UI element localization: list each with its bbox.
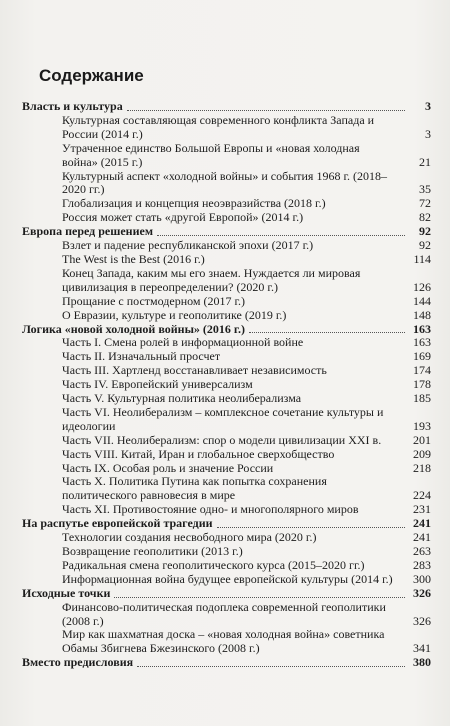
toc-entry-title: Утраченное единство Большой Европы и «новая холодная война» (2015 г.) [62, 140, 360, 169]
toc-page-number: 126 [413, 279, 431, 294]
toc-entry [22, 503, 431, 517]
toc-entry-title: На распутье европейской трагедии [22, 516, 213, 531]
toc-page-number: 218 [413, 460, 431, 475]
toc-section [22, 587, 431, 601]
toc-page-number: 148 [413, 307, 431, 322]
toc-entry-title: О Евразии, культуре и геополитике (2019 г.) [62, 307, 287, 322]
toc-entry-title: Возвращение геополитики (2013 г.) [62, 544, 243, 558]
toc-entry-title: Финансово-политическая подоплека современной геополитики (2008 г.) [62, 599, 386, 628]
toc-page-number: 21 [419, 154, 431, 169]
toc-page-number: 326 [413, 585, 431, 600]
toc-entry-title: Европа перед решением [22, 224, 154, 239]
toc-entry [22, 336, 431, 350]
toc-entry [22, 142, 431, 170]
toc-entry-title: Часть II. Изначальный просчет [62, 349, 221, 364]
toc-page-number: 283 [413, 557, 431, 572]
toc-entry-title: Власть и культура [22, 99, 123, 113]
toc-entry-title: Информационная война будущее европейской культуры (2014 г.) [62, 571, 393, 586]
toc-page-number: 326 [413, 613, 431, 628]
toc-entry [22, 434, 431, 448]
toc-entry-title: Мир как шахматная доска – «новая холодная война» советника Обамы Збигнева Бжезинского (2008 г.) [62, 627, 385, 656]
toc-entry-title: Вместо предисловия [22, 655, 134, 670]
dot-leader [157, 235, 405, 236]
toc-section [22, 225, 431, 239]
toc-page-number: 163 [413, 321, 431, 336]
toc-entry-title: The West is the Best (2016 г.) [62, 251, 205, 266]
toc-entry [22, 531, 431, 545]
dot-leader [127, 110, 405, 111]
toc-page-number: 92 [419, 224, 431, 239]
toc-page-number: 174 [413, 363, 431, 378]
toc-entry [22, 309, 431, 323]
toc-page-number: 231 [413, 502, 431, 517]
toc-entry-title: Прощание с постмодерном (2017 г.) [62, 293, 246, 308]
toc-entry-title: Часть I. Смена ролей в информационной войне [62, 335, 304, 350]
dot-leader [217, 527, 405, 528]
toc-entry [22, 197, 431, 211]
toc-entry-title: Часть VII. Неолиберализм: спор о модели цивилизации XXI в. [62, 432, 382, 447]
toc-page-number: 163 [413, 335, 431, 350]
toc-page-number: 114 [413, 251, 431, 266]
toc-page-number: 300 [413, 571, 431, 586]
toc-entry [22, 545, 431, 559]
toc-entry [22, 559, 431, 573]
toc-page-number: 201 [413, 432, 431, 447]
toc-entry-title: Глобализация и концепция неоэвразийства (2018 г.) [62, 196, 326, 211]
toc-entry-title: Культурный аспект «холодной войны» и события 1968 г. (2018–2020 гг.) [62, 168, 388, 197]
toc-section [22, 656, 431, 670]
toc-entry [22, 170, 431, 198]
toc-entry-title: Часть IV. Европейский универсализм [62, 377, 253, 392]
toc-entry-title: Россия может стать «другой Европой» (2014 г.) [62, 210, 304, 225]
toc-entry [22, 239, 431, 253]
toc-page-number: 193 [413, 418, 431, 433]
toc-page-number: 341 [413, 641, 431, 656]
toc-entry [22, 378, 431, 392]
toc-entry [22, 406, 431, 434]
toc-entry [22, 392, 431, 406]
table-of-contents [22, 100, 431, 670]
toc-entry [22, 253, 431, 267]
dot-leader [137, 666, 405, 667]
toc-entry-title: Часть IX. Особая роль и значение России [62, 460, 274, 475]
toc-page-number: 35 [419, 182, 431, 197]
page-title: Содержание [39, 66, 144, 85]
toc-page-number: 3 [425, 126, 431, 141]
toc-page-number: 209 [413, 446, 431, 461]
toc-entry-title: Часть X. Политика Путина как попытка сохранения политического равновесия в мире [62, 474, 327, 503]
toc-entry-title: Часть VIII. Китай, Иран и глобальное сверхобщество [62, 446, 335, 461]
toc-page-number: 224 [413, 488, 431, 503]
toc-entry [22, 211, 431, 225]
toc-entry [22, 448, 431, 462]
toc-page-number: 169 [413, 349, 431, 364]
toc-entry-title: Культурная составляющая современного конфликта Запада и России (2014 г.) [62, 112, 375, 141]
toc-entry-title: Технологии создания несвободного мира (2020 г.) [62, 530, 317, 545]
toc-page-number: 82 [419, 210, 431, 225]
toc-page-number: 241 [413, 530, 431, 545]
toc-section [22, 100, 431, 114]
toc-page-number: 263 [413, 544, 431, 558]
toc-entry-title: Часть V. Культурная политика неолиберализма [62, 391, 302, 406]
toc-page-number: 3 [425, 99, 431, 113]
dot-leader [114, 597, 405, 598]
toc-entry [22, 295, 431, 309]
toc-entry-title: Взлет и падение республиканской эпохи (2017 г.) [62, 238, 314, 253]
toc-entry [22, 267, 431, 295]
toc-entry-title: Часть III. Хартленд восстанавливает независимость [62, 363, 327, 378]
toc-entry [22, 601, 431, 629]
toc-page-number: 72 [419, 196, 431, 211]
toc-entry-title: Конец Запада, каким мы его знаем. Нуждается ли мировая цивилизация в переопределении? (2020 г.) [62, 265, 361, 294]
toc-entry-title: Исходные точки [22, 585, 111, 600]
toc-entry [22, 475, 431, 503]
toc-page-number: 380 [413, 655, 431, 670]
toc-entry-title: Часть XI. Противостояние одно- и многополярного миров [62, 502, 359, 517]
toc-page-number: 185 [413, 391, 431, 406]
toc-page-number: 92 [419, 238, 431, 253]
toc-section [22, 323, 431, 337]
toc-entry [22, 350, 431, 364]
toc-page-number: 144 [413, 293, 431, 308]
toc-entry [22, 573, 431, 587]
toc-entry [22, 114, 431, 142]
dot-leader [249, 332, 405, 333]
toc-section [22, 517, 431, 531]
toc-entry-title: Радикальная смена геополитического курса (2015–2020 гг.) [62, 557, 365, 572]
toc-page-number: 241 [413, 516, 431, 531]
toc-entry-title: Часть VI. Неолиберализм – комплексное сочетание культуры и идеологии [62, 404, 384, 433]
toc-entry [22, 462, 431, 476]
toc-entry [22, 628, 431, 656]
toc-entry [22, 364, 431, 378]
toc-page-number: 178 [413, 377, 431, 392]
toc-entry-title: Логика «новой холодной войны» (2016 г.) [22, 321, 246, 336]
